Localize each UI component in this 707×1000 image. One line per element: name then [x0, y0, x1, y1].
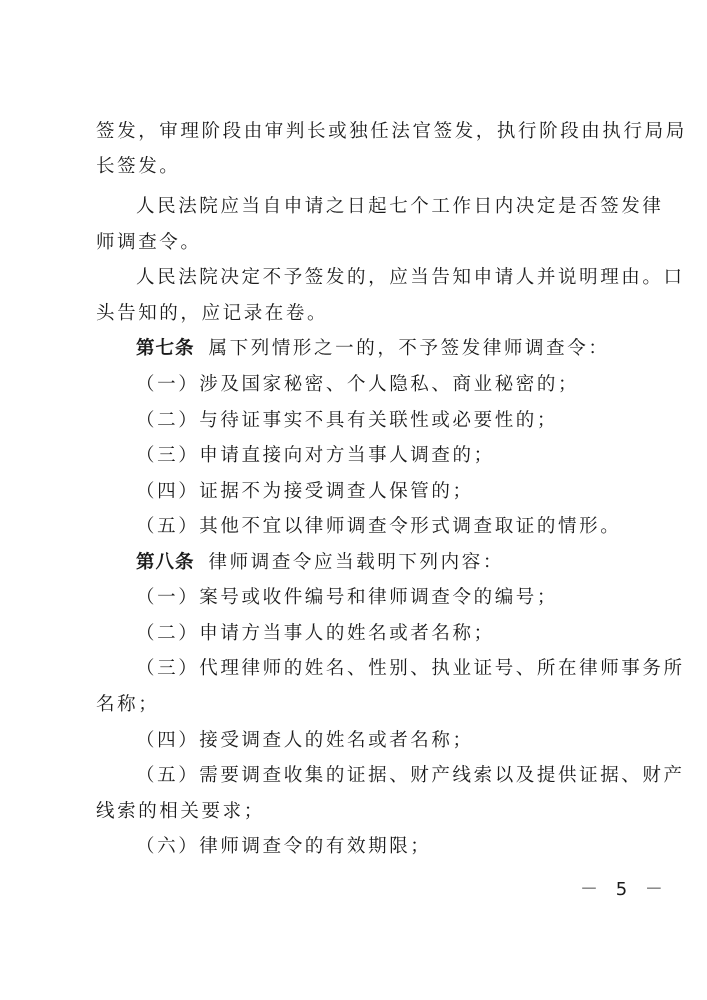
article-7-item-2: （二）与待证事实不具有关联性或必要性的； — [136, 410, 559, 431]
paragraph-line-6: 头告知的，应记录在卷。 — [96, 303, 329, 324]
paragraph-line-2: 长签发。 — [96, 156, 181, 177]
article-7-heading — [136, 337, 609, 361]
article-7-item-5: （五）其他不宜以律师调查令形式调查取证的情形。 — [136, 516, 622, 537]
article-8-text: 律师调查令应当载明下列内容： — [208, 552, 504, 573]
article-8-item-5: （五）需要调查收集的证据、财产线索以及提供证据、财产 — [136, 765, 685, 786]
article-8-item-6: （六）律师调查令的有效期限； — [136, 836, 432, 857]
article-7-label: 第七条 — [136, 338, 195, 359]
article-7-item-1: （一）涉及国家秘密、个人隐私、商业秘密的； — [136, 374, 580, 395]
article-8-item-2: （二）申请方当事人的姓名或者名称； — [136, 623, 495, 644]
paragraph-line-5: 人民法院决定不予签发的，应当告知申请人并说明理由。口 — [136, 267, 685, 288]
article-7-item-4: （四）证据不为接受调查人保管的； — [136, 481, 474, 502]
article-8-item-1: （一）案号或收件编号和律师调查令的编号； — [136, 587, 559, 608]
paragraph-line-4: 师调查令。 — [96, 232, 202, 253]
article-8-item-4: （四）接受调查人的姓名或者名称； — [136, 730, 474, 751]
article-7-text: 属下列情形之一的，不予签发律师调查令： — [208, 338, 610, 359]
article-7-item-3: （三）申请直接向对方当事人调查的； — [136, 445, 495, 466]
paragraph-line-1: 签发，审理阶段由审判长或独任法官签发，执行阶段由执行局局 — [96, 121, 687, 142]
page-number: － 5 － — [580, 879, 669, 900]
paragraph-line-3: 人民法院应当自申请之日起七个工作日内决定是否签发律 — [136, 196, 664, 217]
article-8-label: 第八条 — [136, 552, 195, 573]
article-8-item-5-cont: 线索的相关要求； — [96, 801, 265, 822]
article-8-item-3: （三）代理律师的姓名、性别、执业证号、所在律师事务所 — [136, 658, 685, 679]
article-8-heading — [136, 551, 504, 575]
article-8-item-3-cont: 名称； — [96, 694, 160, 715]
